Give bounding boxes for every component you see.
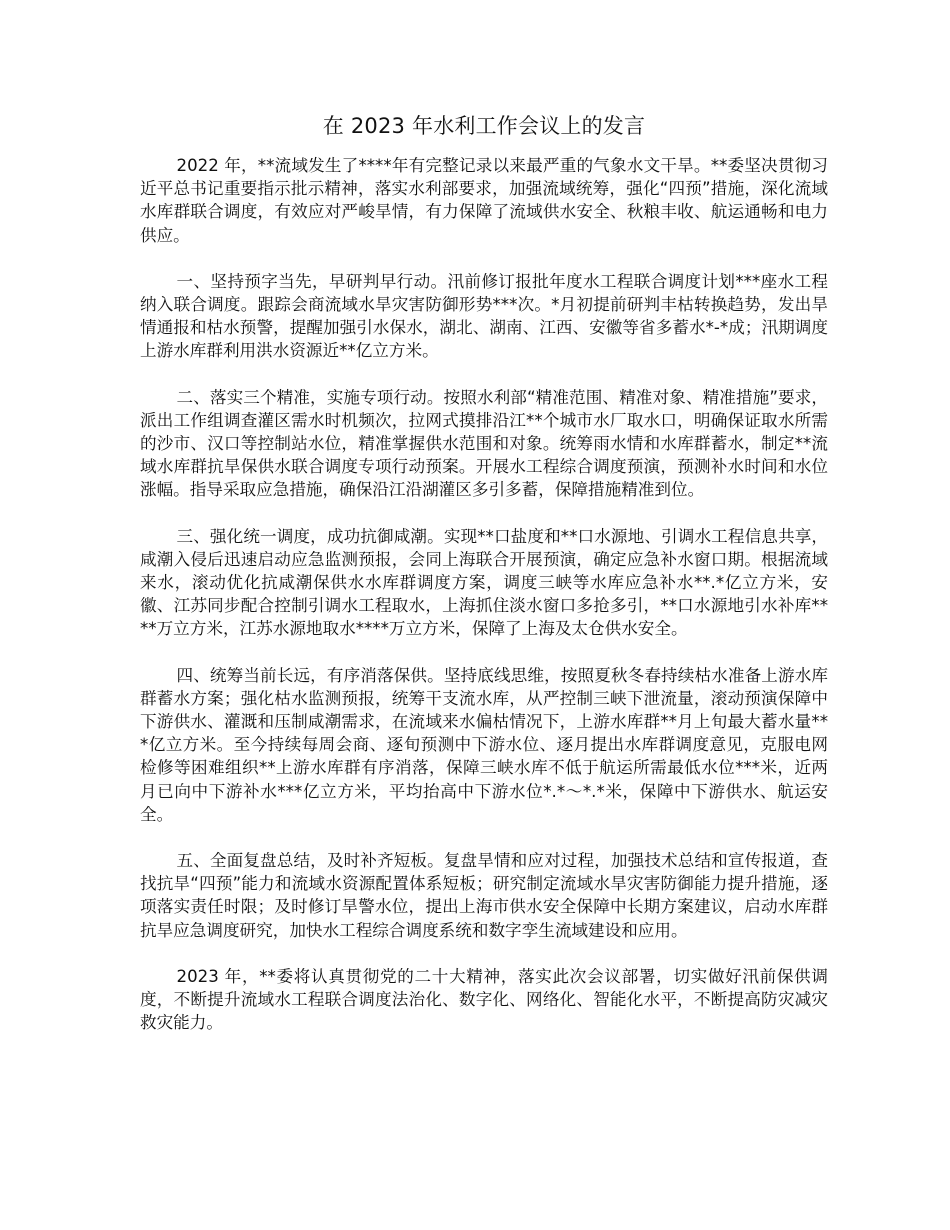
paragraph-section-4: 四、统筹当前长远，有序消落保供。坚持底线思维，按照夏秋冬春持续枯水准备上游水库群蓄水方案；强化枯水监测预报，统筹干支流水库，从严控制三峡下泄流量，滚动预演保障中下游供水、灌溉和压制咸潮需求，在流域来水偏枯情况下，上游水库群**月上旬最大蓄水量***亿立方米。至今持续每周会商、逐旬预测中下游水位、逐月提出水库群调度意见，克服电网检修等困难组织**上游水库群有序消落，保障三峡水库不低于航运所需最低水位***米，近两月已向中下游补水***亿立方米，平均抬高中下游水位*.*～*.*米，保障中下游供水、航运安全。 <box>140 665 828 824</box>
paragraph-section-2: 二、落实三个精准，实施专项行动。按照水利部“精准范围、精准对象、精准措施”要求，派出工作组调查灌区需水时机频次，拉网式摸排沿江**个城市水厂取水口，明确保证取水所需的沙市、汉口等控制站水位，精准掌握供水范围和对象。统筹雨水情和水库群蓄水，制定**流域水库群抗旱保供水联合调度专项行动预案。开展水工程综合调度预演，预测补水时间和水位涨幅。指导采取应急措施，确保沿江沿湖灌区多引多蓄，保障措施精准到位。 <box>140 387 828 500</box>
document-title: 在 2023 年水利工作会议上的发言 <box>322 114 646 138</box>
paragraph-conclusion: 2023 年，**委将认真贯彻党的二十大精神，落实此次会议部署，切实做好汛前保供调度，不断提升流域水工程联合调度法治化、数字化、网络化、智能化水平，不断提高防灾减灾救灾能力。 <box>140 966 828 1033</box>
paragraph-section-3: 三、强化统一调度，成功抗御咸潮。实现**口盐度和**口水源地、引调水工程信息共享，咸潮入侵后迅速启动应急监测预报，会同上海联合开展预演，确定应急补水窗口期。根据流域来水，滚动优化抗咸潮保供水水库群调度方案，调度三峡等水库应急补水**.*亿立方米，安徽、江苏同步配合控制引调水工程取水，上海抓住淡水窗口多抢多引，**口水源地引水补库****万立方米，江苏水源地取水****万立方米，保障了上海及太仓供水安全。 <box>140 526 828 639</box>
paragraph-section-1: 一、坚持预字当先，早研判早行动。汛前修订报批年度水工程联合调度计划***座水工程纳入联合调度。跟踪会商流域水旱灾害防御形势***次。*月初提前研判丰枯转换趋势，发出旱情通报和枯水预警，提醒加强引水保水，湖北、湖南、江西、安徽等省多蓄水*-*成；汛期调度上游水库群利用洪水资源近**亿立方米。 <box>140 271 828 361</box>
paragraph-section-5: 五、全面复盘总结，及时补齐短板。复盘旱情和应对过程，加强技术总结和宣传报道，查找抗旱“四预”能力和流域水资源配置体系短板；研究制定流域水旱灾害防御能力提升措施，逐项落实责任时限；及时修订旱警水位，提出上海市供水安全保障中长期方案建议，启动水库群抗旱应急调度研究，加快水工程综合调度系统和数字孪生流域建设和应用。 <box>140 851 828 940</box>
document-page <box>140 108 828 1058</box>
paragraph-intro: 2022 年，**流域发生了****年有完整记录以来最严重的气象水文干旱。**委坚决贯彻习近平总书记重要指示批示精神，落实水利部要求，加强流域统筹，强化“四预”措施，深化流域水库群联合调度，有效应对严峻旱情，有力保障了流域供水安全、秋粮丰收、航运通畅和电力供应。 <box>140 156 828 245</box>
